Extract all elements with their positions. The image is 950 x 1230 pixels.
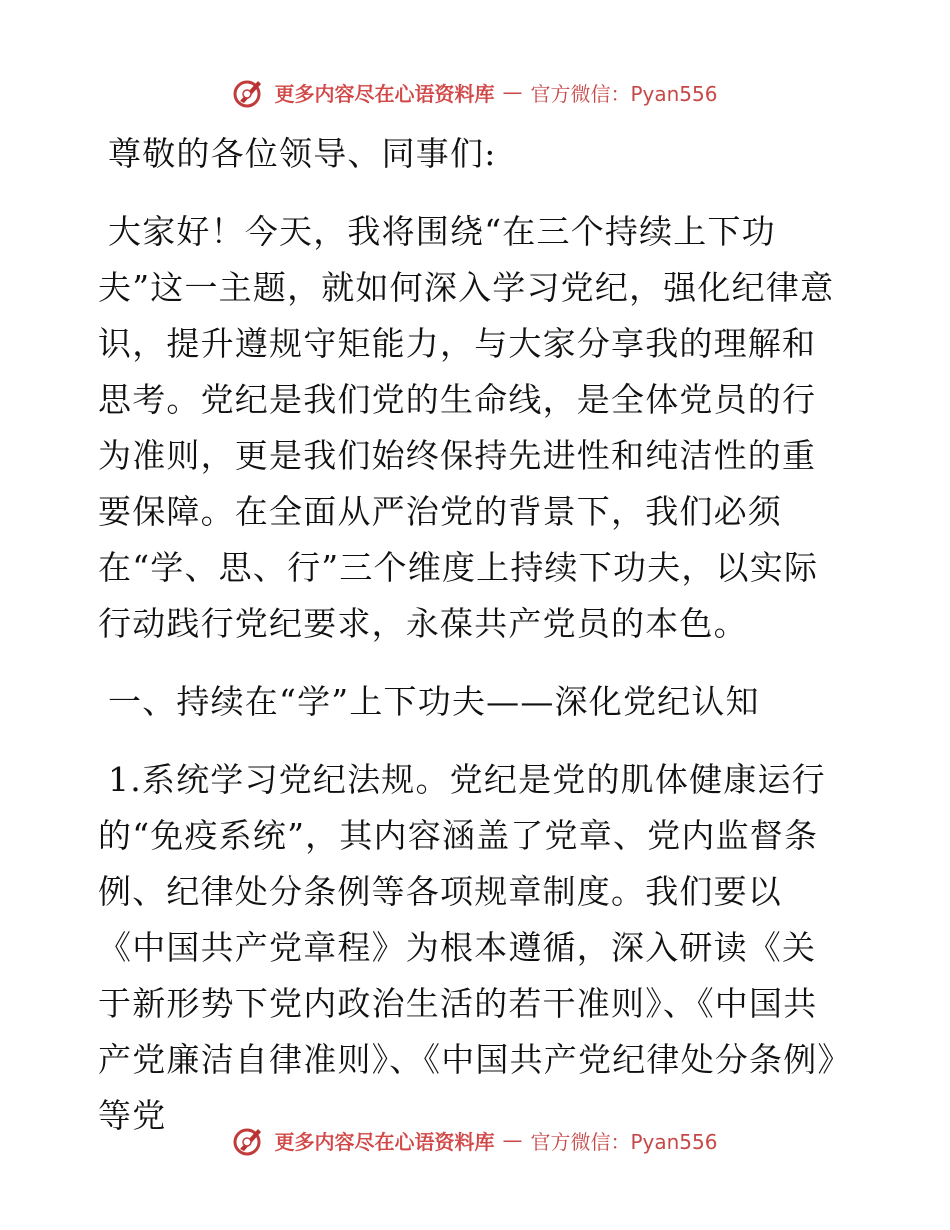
body-paragraph: 1.系统学习党纪法规。党纪是党的肌体健康运行的“免疫系统”，其内容涵盖了党章、党内监督条例、纪律处分条例等各项规章制度。我们要以《中国共产党章程》为根本遵循，深入研读《关于新形势下党内政治生活的若干准则》、《中国共产党廉洁自律准则》、《中国共产党纪律处分条例》等党 bbox=[98, 760, 836, 1135]
salutation: 尊敬的各位领导、同事们: bbox=[108, 134, 497, 173]
section-heading: 一、持续在“学”上下功夫——深化党纪认知 bbox=[108, 682, 760, 721]
body-paragraph: 大家好！今天，我将围绕“在三个持续上下功夫”这一主题，就如何深入学习党纪，强化纪律意识，提升遵规守矩能力，与大家分享我的理解和思考。党纪是我们党的生命线，是全体党员的行为准则，更是我们始终保持先进性和纯洁性的重要保障。在全面从严治党的背景下，我们必须在“学、思、行”三个维度上持续下功夫，以实际行动践行党纪要求，永葆共产党员的本色。 bbox=[98, 212, 835, 643]
watermark-text: 更多内容尽在心语资料库 bbox=[274, 1129, 495, 1154]
watermark-dash: — bbox=[502, 1128, 523, 1152]
watermark-wechat: 官方微信：Pyan556 bbox=[530, 81, 718, 106]
quill-circle-icon bbox=[232, 1123, 266, 1157]
footer-watermark bbox=[0, 1120, 950, 1160]
watermark-dash: — bbox=[502, 80, 523, 104]
header-watermark bbox=[0, 72, 950, 112]
watermark-text: 更多内容尽在心语资料库 bbox=[274, 81, 495, 106]
document-body bbox=[98, 126, 850, 1144]
quill-circle-icon bbox=[232, 75, 266, 109]
watermark-wechat: 官方微信：Pyan556 bbox=[530, 1129, 718, 1154]
